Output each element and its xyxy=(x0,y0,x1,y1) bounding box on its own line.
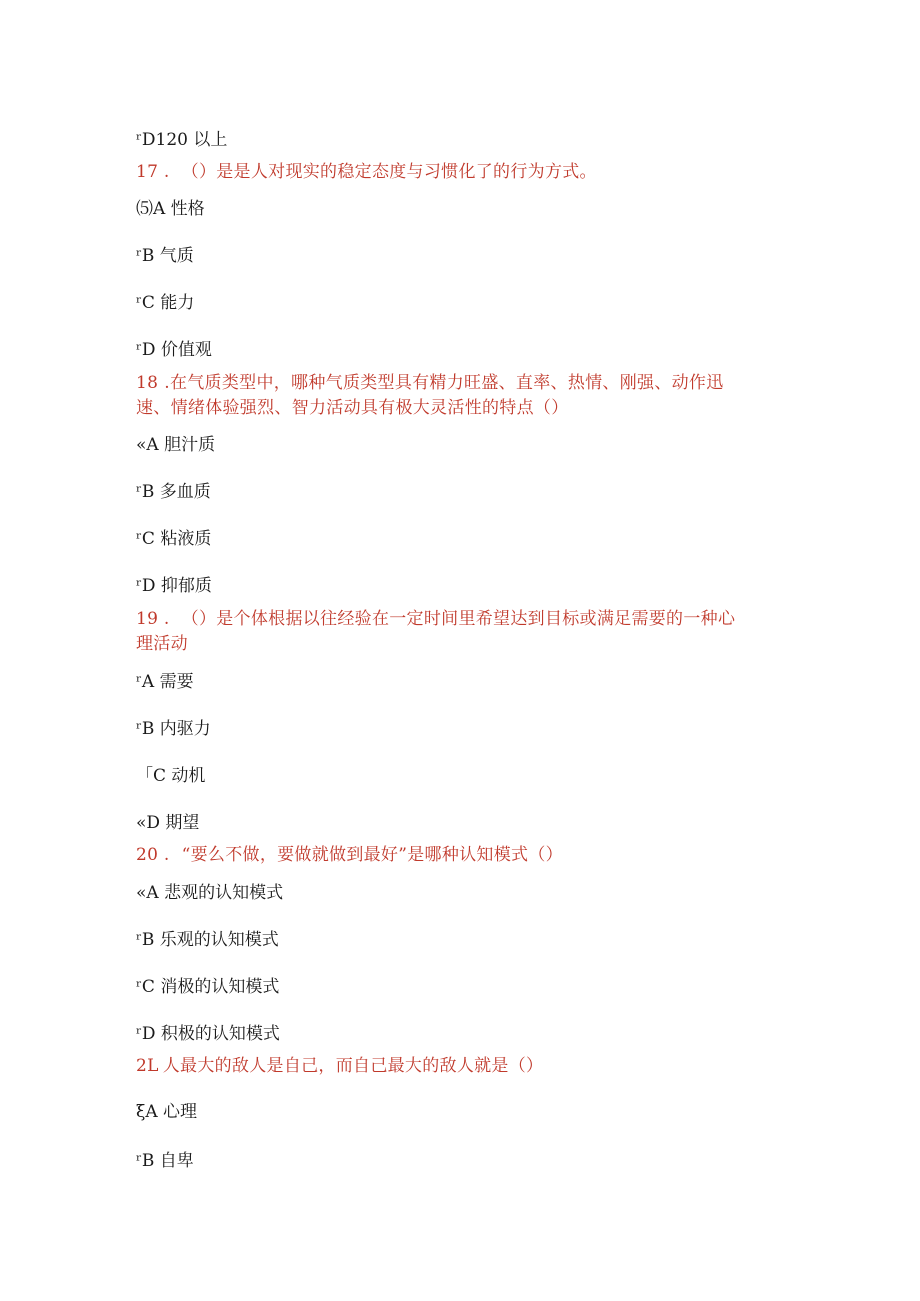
option-19-c: 「C 动机 xyxy=(136,766,206,786)
option-20-a: «A 悲观的认知模式 xyxy=(136,883,284,903)
question-19: 19 . （）是个体根据以往经验在一定时间里希望达到目标或满足需要的一种心 xyxy=(136,609,736,629)
question-18: 18 .在气质类型中，哪种气质类型具有精力旺盛、直率、热情、刚强、动作迅 xyxy=(136,373,724,393)
question-19-continued: 理活动 xyxy=(136,634,188,654)
question-21: 2L 人最大的敌人是自己，而自己最大的敌人就是（） xyxy=(136,1056,544,1076)
question-number: 20 . xyxy=(136,845,170,865)
option-18-c: ʳC 粘液质 xyxy=(136,529,212,549)
question-number: 19 . xyxy=(136,609,170,629)
option-16-d: ʳD120 以上 xyxy=(136,130,228,150)
question-17: 17 . （）是是人对现实的稳定态度与习惯化了的行为方式。 xyxy=(136,162,597,182)
question-18-continued: 速、情绪体验强烈、智力活动具有极大灵活性的特点（） xyxy=(136,398,569,418)
option-20-d: ʳD 积极的认知模式 xyxy=(136,1024,280,1044)
option-19-d: «D 期望 xyxy=(136,813,200,833)
option-20-b: ʳB 乐观的认知模式 xyxy=(136,930,279,950)
option-17-d: ʳD 价值观 xyxy=(136,340,212,360)
option-18-d: ʳD 抑郁质 xyxy=(136,576,212,596)
question-number: 18 xyxy=(136,373,159,393)
question-20: 20 . “要么不做，要做就做到最好”是哪种认知模式（） xyxy=(136,845,563,865)
option-21-a: ξA 心理 xyxy=(136,1102,198,1122)
option-17-c: ʳC 能力 xyxy=(136,293,195,313)
option-19-b: ʳB 内驱力 xyxy=(136,719,211,739)
question-number: 2L xyxy=(136,1056,159,1076)
option-18-a: «A 胆汁质 xyxy=(136,435,216,455)
option-18-b: ʳB 多血质 xyxy=(136,482,211,502)
option-21-b: ʳB 自卑 xyxy=(136,1151,194,1171)
question-number: 17 . xyxy=(136,162,170,182)
option-17-b: ʳB 气质 xyxy=(136,246,194,266)
option-17-a: ⑸A 性格 xyxy=(136,199,205,219)
option-20-c: ʳC 消极的认知模式 xyxy=(136,977,280,997)
option-19-a: ʳA 需要 xyxy=(136,672,194,692)
